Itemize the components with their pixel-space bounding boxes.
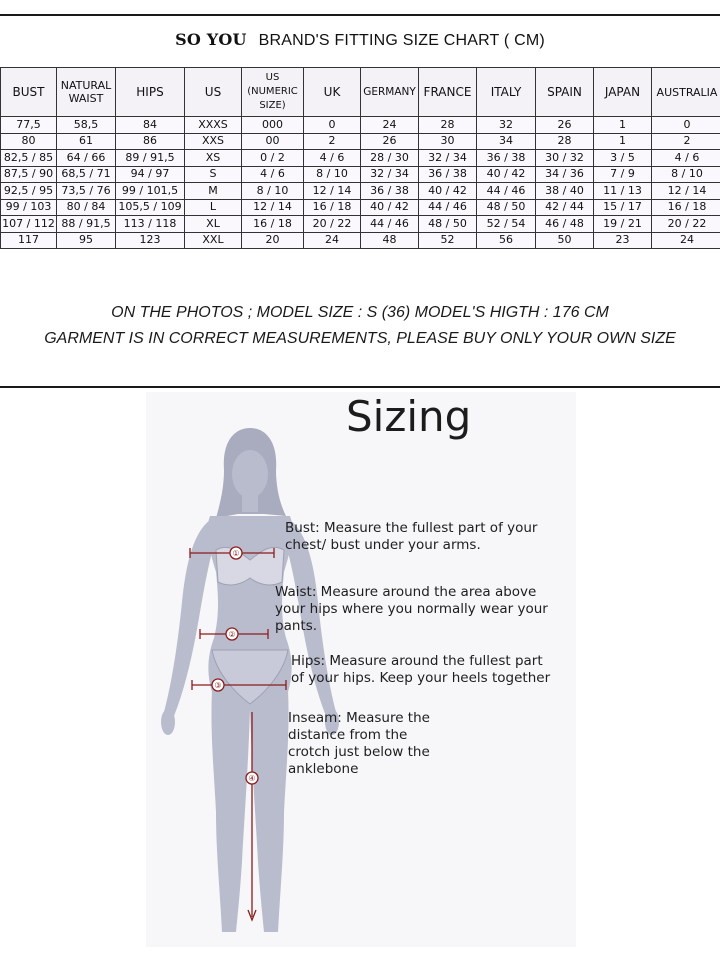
table-cell: 40 / 42 (477, 166, 536, 183)
header-bust: BUST (1, 68, 57, 117)
table-cell: 105,5 / 109 (116, 199, 185, 216)
table-cell: 34 (477, 133, 536, 150)
table-cell: 95 (57, 232, 116, 249)
header-natural-waist: NATURAL WAIST (57, 68, 116, 117)
table-cell: 44 / 46 (419, 199, 477, 216)
table-cell: 64 / 66 (57, 150, 116, 167)
table-cell: 89 / 91,5 (116, 150, 185, 167)
chart-title (0, 30, 720, 50)
table-cell: 16 / 18 (242, 216, 304, 233)
header-spain: SPAIN (536, 68, 594, 117)
table-cell: 117 (1, 232, 57, 249)
inseam-description: Inseam: Measure the distance from the crotch just below the anklebone (288, 710, 430, 777)
table-cell: 107 / 112 (1, 216, 57, 233)
table-cell: 52 / 54 (477, 216, 536, 233)
top-divider (0, 14, 720, 16)
size-chart-table (0, 67, 720, 249)
table-cell: 12 / 14 (242, 199, 304, 216)
table-cell: 28 (536, 133, 594, 150)
table-cell: 36 / 38 (419, 166, 477, 183)
table-row (1, 183, 720, 200)
table-cell: 80 (1, 133, 57, 150)
table-cell: 44 / 46 (477, 183, 536, 200)
table-cell: 8 / 10 (242, 183, 304, 200)
waist-description: Waist: Measure around the area above your hips where you normally wear your pants. (275, 584, 548, 634)
table-cell: 48 / 50 (419, 216, 477, 233)
table-cell: 28 (419, 117, 477, 134)
table-cell: 99 / 101,5 (116, 183, 185, 200)
table-cell: 84 (116, 117, 185, 134)
table-cell: 28 / 30 (361, 150, 419, 167)
table-cell: 61 (57, 133, 116, 150)
table-cell: 32 / 34 (361, 166, 419, 183)
table-cell: 32 (477, 117, 536, 134)
table-cell: L (185, 199, 242, 216)
table-cell: 00 (242, 133, 304, 150)
table-cell: 73,5 / 76 (57, 183, 116, 200)
table-cell: 2 (304, 133, 361, 150)
bust-marker-label: ① (232, 549, 240, 558)
table-row (1, 117, 720, 134)
table-cell: 48 / 50 (477, 199, 536, 216)
table-cell: S (185, 166, 242, 183)
table-cell: 36 / 38 (361, 183, 419, 200)
table-cell: 94 / 97 (116, 166, 185, 183)
table-cell: 20 / 22 (652, 216, 720, 233)
table-cell: 4 / 6 (652, 150, 720, 167)
table-cell: 11 / 13 (594, 183, 652, 200)
table-cell: 40 / 42 (361, 199, 419, 216)
table-cell: 87,5 / 90 (1, 166, 57, 183)
table-cell: 42 / 44 (536, 199, 594, 216)
table-cell: 30 / 32 (536, 150, 594, 167)
table-cell: XXL (185, 232, 242, 249)
header-us-numeric: US (NUMERIC SIZE) (242, 68, 304, 117)
table-row (1, 232, 720, 249)
table-cell: 16 / 18 (652, 199, 720, 216)
table-cell: 24 (304, 232, 361, 249)
table-cell: 26 (361, 133, 419, 150)
header-hips: HIPS (116, 68, 185, 117)
table-cell: 26 (536, 117, 594, 134)
hips-description: Hips: Measure around the fullest part of your hips. Keep your heels together (291, 653, 551, 686)
middle-divider (0, 386, 720, 388)
header-italy: ITALY (477, 68, 536, 117)
table-cell: 46 / 48 (536, 216, 594, 233)
table-cell: 113 / 118 (116, 216, 185, 233)
table-cell: 48 (361, 232, 419, 249)
bust-description: Bust: Measure the fullest part of your chest/ bust under your arms. (285, 520, 538, 553)
table-cell: 19 / 21 (594, 216, 652, 233)
table-cell: 4 / 6 (242, 166, 304, 183)
table-cell: 1 (594, 133, 652, 150)
table-cell: 40 / 42 (419, 183, 477, 200)
chart-title-text: BRAND'S FITTING SIZE CHART ( CM) (258, 32, 545, 49)
table-cell: 36 / 38 (477, 150, 536, 167)
table-cell: 0 / 2 (242, 150, 304, 167)
table-cell: 8 / 10 (652, 166, 720, 183)
table-cell: 2 (652, 133, 720, 150)
table-cell: 23 (594, 232, 652, 249)
table-row (1, 150, 720, 167)
table-cell: M (185, 183, 242, 200)
table-cell: 52 (419, 232, 477, 249)
table-cell: 88 / 91,5 (57, 216, 116, 233)
brand-name: SO YOU (175, 30, 247, 49)
table-cell: 24 (361, 117, 419, 134)
table-cell: 8 / 10 (304, 166, 361, 183)
header-us: US (185, 68, 242, 117)
table-cell: 3 / 5 (594, 150, 652, 167)
table-cell: 000 (242, 117, 304, 134)
table-cell: 86 (116, 133, 185, 150)
table-row (1, 133, 720, 150)
table-cell: 7 / 9 (594, 166, 652, 183)
table-cell: 56 (477, 232, 536, 249)
table-row (1, 199, 720, 216)
table-cell: 12 / 14 (652, 183, 720, 200)
table-cell: 82,5 / 85 (1, 150, 57, 167)
header-row (1, 68, 720, 117)
table-cell: XXS (185, 133, 242, 150)
table-cell: 15 / 17 (594, 199, 652, 216)
table-cell: XS (185, 150, 242, 167)
table-cell: 80 / 84 (57, 199, 116, 216)
table-cell: 44 / 46 (361, 216, 419, 233)
table-cell: 68,5 / 71 (57, 166, 116, 183)
header-germany: GERMANY (361, 68, 419, 117)
header-uk: UK (304, 68, 361, 117)
table-cell: 1 (594, 117, 652, 134)
inseam-marker-label: ④ (248, 774, 256, 783)
table-cell: 0 (304, 117, 361, 134)
table-cell: 0 (652, 117, 720, 134)
table-row (1, 166, 720, 183)
table-cell: 92,5 / 95 (1, 183, 57, 200)
table-cell: 77,5 (1, 117, 57, 134)
model-size-note: ON THE PHOTOS ; MODEL SIZE : S (36) MODEL'S HIGTH : 176 CM (111, 304, 609, 321)
table-cell: 58,5 (57, 117, 116, 134)
table-cell: 123 (116, 232, 185, 249)
table-cell: 24 (652, 232, 720, 249)
garment-note: GARMENT IS IN CORRECT MEASUREMENTS, PLEASE BUY ONLY YOUR OWN SIZE (44, 330, 676, 347)
table-cell: 30 (419, 133, 477, 150)
table-cell: 20 / 22 (304, 216, 361, 233)
table-cell: 4 / 6 (304, 150, 361, 167)
table-cell: 34 / 36 (536, 166, 594, 183)
table-cell: 38 / 40 (536, 183, 594, 200)
table-cell: 99 / 103 (1, 199, 57, 216)
waist-marker-label: ② (228, 630, 236, 639)
table-cell: 32 / 34 (419, 150, 477, 167)
size-rows (1, 117, 720, 249)
header-france: FRANCE (419, 68, 477, 117)
table-cell: 20 (242, 232, 304, 249)
table-row (1, 216, 720, 233)
table-cell: 12 / 14 (304, 183, 361, 200)
table-cell: XL (185, 216, 242, 233)
hips-marker-label: ③ (214, 681, 222, 690)
sizing-title: Sizing (346, 392, 472, 441)
header-australia: AUSTRALIA (652, 68, 720, 117)
table-cell: 16 / 18 (304, 199, 361, 216)
table-cell: XXXS (185, 117, 242, 134)
header-japan: JAPAN (594, 68, 652, 117)
table-cell: 50 (536, 232, 594, 249)
